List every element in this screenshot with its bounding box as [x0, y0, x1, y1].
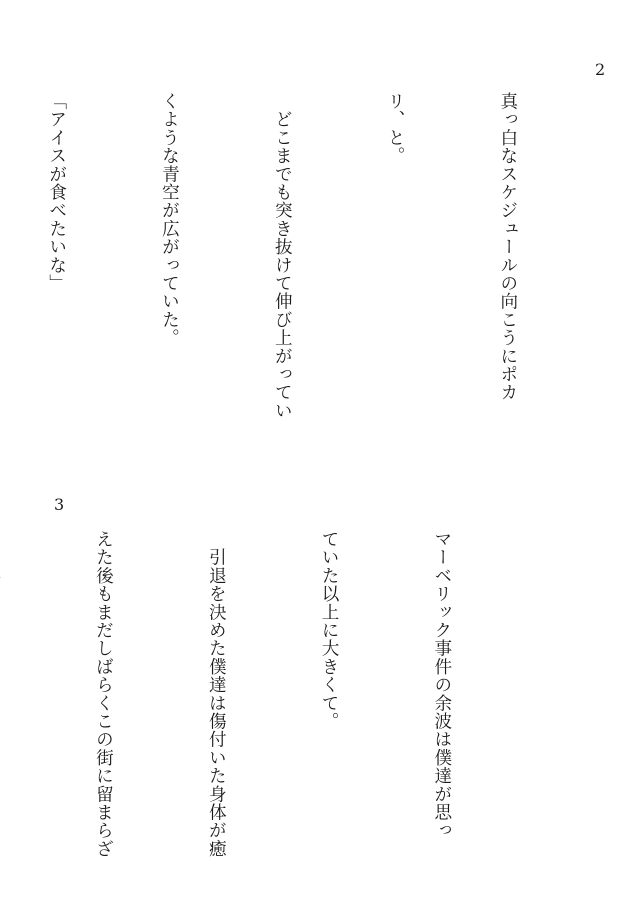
text-column: ていた以上に大きくて。 [319, 530, 340, 731]
text-column: マーベリック事件の余波は僕達が思っ [431, 530, 452, 840]
text-column: 引退を決めた僕達は傷付いた身体が癒 [206, 530, 227, 858]
text-section-bottom [0, 530, 535, 870]
text-column [0, 530, 9, 870]
page-number-top: 2 [595, 60, 606, 79]
page-number-bottom: 3 [54, 495, 65, 514]
text-column: 真っ白なスケジュールの向こうにポカ [497, 92, 518, 402]
text-column: どこまでも突き抜けて伸び上がってい [272, 92, 293, 420]
text-column: 「アイスが食べたいな」 [46, 92, 67, 293]
text-section-top [0, 92, 601, 472]
text-column: えた後もまだしばらくこの街に留まらざ [93, 530, 114, 858]
text-column: リ、と。 [385, 92, 406, 165]
text-column: くような青空が広がっていた。 [159, 92, 180, 347]
